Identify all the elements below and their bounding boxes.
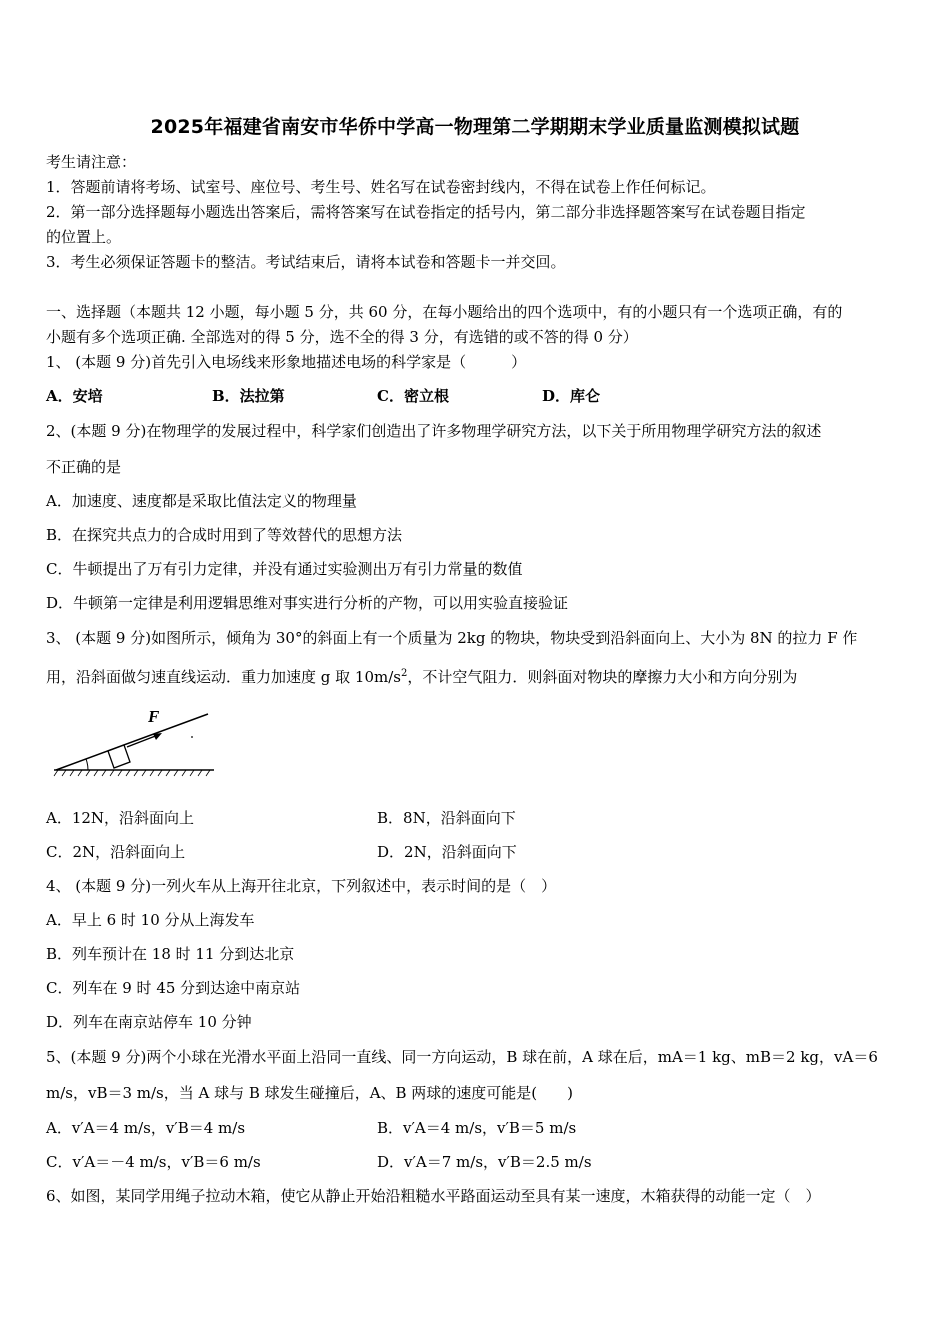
- q3-stem-exponent: 2: [400, 668, 408, 679]
- q2-option-b: B．在探究共点力的合成时用到了等效替代的思想方法: [46, 526, 403, 544]
- q4-option-c: C．列车在 9 时 45 分到达途中南京站: [46, 979, 301, 997]
- q5-option-a: A．v′A＝4 m/s，v′B＝4 m/s: [46, 1119, 246, 1137]
- q1-option-c: C．密立根: [377, 387, 449, 405]
- angle-arc: [86, 759, 88, 770]
- q2-option-a: A．加速度、速度都是采取比值法定义的物理量: [46, 492, 357, 510]
- section-header-line2: 小题有多个选项正确. 全部选对的得 5 分，选不全的得 3 分，有选错的或不答的得 0 分）: [46, 328, 638, 346]
- question-1-stem: 1、 (本题 9 分)首先引入电场线来形象地描述电场的科学家是（ ）: [46, 353, 527, 371]
- q2-option-c: C．牛顿提出了万有引力定律，并没有通过实验测出万有引力常量的数值: [46, 560, 523, 578]
- force-arrow-head: [153, 733, 162, 740]
- section-header-line1: 一、选择题（本题共 12 小题，每小题 5 分，共 60 分，在每小题给出的四个选项中，有的小题只有一个选项正确，有的: [46, 303, 843, 321]
- q5-option-b: B．v′A＝4 m/s，v′B＝5 m/s: [377, 1119, 577, 1137]
- question-3-stem: 3、 (本题 9 分)如图所示，倾角为 30°的斜面上有一个质量为 2kg 的物块，物块受到沿斜面向上、大小为 8N 的拉力 F 作: [46, 629, 858, 647]
- q4-option-a: A．早上 6 时 10 分从上海发车: [46, 911, 255, 929]
- q3-option-c: C．2N，沿斜面向上: [46, 843, 186, 861]
- q5-option-d: D．v′A＝7 m/s，v′B＝2.5 m/s: [377, 1153, 592, 1171]
- question-4-stem: 4、 (本题 9 分)一列火车从上海开往北京，下列叙述中，表示时间的是（ ）: [46, 877, 557, 895]
- incline-surface: [56, 714, 208, 770]
- question-5-stem: 5、(本题 9 分)两个小球在光滑水平面上沿同一直线、同一方向运动，B 球在前，A 球在后，mA＝1 kg、mB＝2 kg，vA＝6: [46, 1048, 878, 1066]
- figure-dot: [191, 736, 193, 738]
- notice-heading: 考生请注意：: [46, 153, 137, 171]
- q3-option-a: A．12N，沿斜面向上: [46, 809, 195, 827]
- force-label: F: [148, 707, 160, 726]
- notice-item-2-cont: 的位置上。: [46, 228, 122, 246]
- force-arrow-shaft: [127, 735, 158, 747]
- question-2-stem-cont: 不正确的是: [46, 458, 122, 476]
- q1-option-d: D．库仑: [542, 387, 601, 405]
- q3-stem-part1: 用，沿斜面做匀速直线运动．重力加速度 g 取 10m/s: [46, 668, 401, 686]
- q1-option-a: A．安培: [46, 387, 103, 405]
- q2-option-d: D．牛顿第一定律是利用逻辑思维对事实进行分析的产物，可以用实验直接验证: [46, 594, 569, 612]
- notice-item-3: 3．考生必须保证答题卡的整洁。考试结束后，请将本试卷和答题卡一并交回。: [46, 253, 566, 271]
- notice-item-1: 1．答题前请将考场、试室号、座位号、考生号、姓名写在试卷密封线内，不得在试卷上作任何标记。: [46, 178, 716, 196]
- page-title: 2025年福建省南安市华侨中学高一物理第二学期期末学业质量监测模拟试题: [150, 116, 800, 138]
- ground-hatching: [54, 770, 210, 776]
- question-6-stem: 6、如图，某同学用绳子拉动木箱，使它从静止开始沿粗糙水平路面运动至具有某一速度，木箱获得的动能一定（ ）: [46, 1187, 821, 1205]
- q3-option-d: D．2N，沿斜面向下: [377, 843, 517, 861]
- notice-item-2: 2．第一部分选择题每小题选出答案后，需将答案写在试卷指定的括号内，第二部分非选择题答案写在试卷题目指定: [46, 203, 806, 221]
- block: [108, 745, 130, 768]
- question-5-stem-cont: m/s，vB＝3 m/s，当 A 球与 B 球发生碰撞后，A、B 两球的速度可能是( ): [46, 1084, 574, 1102]
- incline-figure: [52, 700, 222, 782]
- question-3-stem-cont: [46, 664, 797, 687]
- q4-option-d: D．列车在南京站停车 10 分钟: [46, 1013, 252, 1031]
- q3-stem-part2: ，不计空气阻力．则斜面对物块的摩擦力大小和方向分别为: [407, 668, 798, 686]
- q4-option-b: B．列车预计在 18 时 11 分到达北京: [46, 945, 295, 963]
- question-2-stem: 2、(本题 9 分)在物理学的发展过程中，科学家们创造出了许多物理学研究方法，以下关于所用物理学研究方法的叙述: [46, 422, 822, 440]
- q3-option-b: B．8N，沿斜面向下: [377, 809, 516, 827]
- q5-option-c: C．v′A＝－4 m/s，v′B＝6 m/s: [46, 1153, 261, 1171]
- q1-option-b: B．法拉第: [212, 387, 285, 405]
